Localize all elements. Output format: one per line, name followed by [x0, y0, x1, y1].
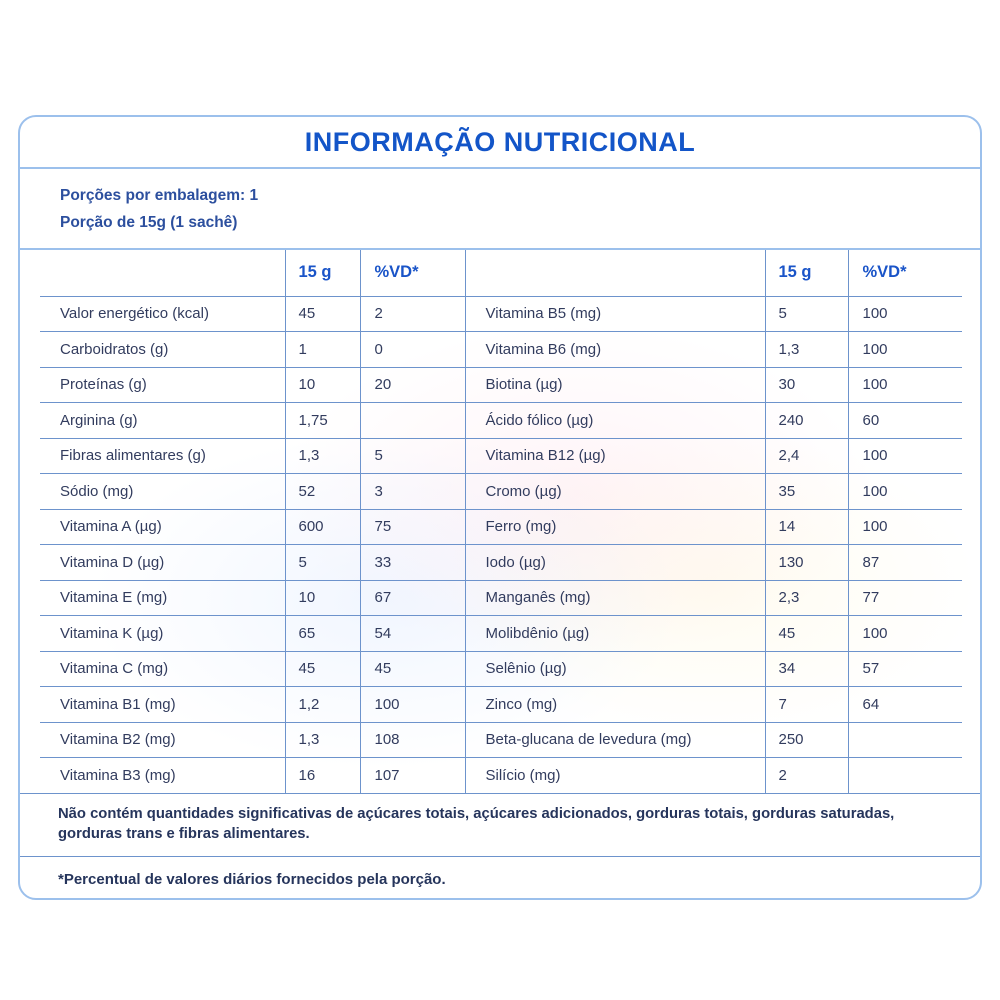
table-row: [40, 545, 962, 581]
serving-size: Porção de 15g (1 sachê): [60, 214, 238, 231]
nutrient-name: Vitamina B3 (mg): [40, 758, 285, 794]
nutrient-dv: 100: [848, 474, 962, 510]
nutrient-dv: 100: [848, 438, 962, 474]
nutrient-name: Proteínas (g): [40, 367, 285, 403]
nutrient-amount: 1,3: [285, 438, 360, 474]
nutrition-table: [40, 250, 962, 793]
serving-info: [20, 169, 980, 250]
nutrient-name: Beta-glucana de levedura (mg): [465, 722, 765, 758]
nutrient-dv: 100: [848, 509, 962, 545]
nutrient-amount: 1,75: [285, 403, 360, 439]
table-row: [40, 367, 962, 403]
nutrient-amount: 2,3: [765, 580, 848, 616]
nutrient-name: Iodo (µg): [465, 545, 765, 581]
nutrient-dv: 107: [360, 758, 465, 794]
nutrient-dv: [848, 722, 962, 758]
nutrient-amount: 600: [285, 509, 360, 545]
footnote-section: [20, 794, 980, 857]
nutrient-name: Arginina (g): [40, 403, 285, 439]
nutrient-amount: 7: [765, 687, 848, 723]
table-row: [40, 474, 962, 510]
nutrient-dv: 87: [848, 545, 962, 581]
nutrient-name: Molibdênio (µg): [465, 616, 765, 652]
nutrient-name: Cromo (µg): [465, 474, 765, 510]
table-row: [40, 758, 962, 794]
table-row: [40, 438, 962, 474]
table-row: [40, 332, 962, 368]
label-title: INFORMAÇÃO NUTRICIONAL: [20, 117, 980, 169]
nutrient-dv: 64: [848, 687, 962, 723]
nutrient-dv: 0: [360, 332, 465, 368]
nutrient-dv: [848, 758, 962, 794]
nutrient-amount: 130: [765, 545, 848, 581]
nutrient-amount: 30: [765, 367, 848, 403]
col-header-dv-left: %VD*: [360, 250, 465, 296]
table-row: [40, 296, 962, 332]
nutrient-dv: 67: [360, 580, 465, 616]
nutrient-name: Fibras alimentares (g): [40, 438, 285, 474]
servings-per-package: Porções por embalagem: 1: [60, 187, 259, 204]
table-row: [40, 580, 962, 616]
nutrient-dv: 77: [848, 580, 962, 616]
table-row: [40, 651, 962, 687]
table-row: [40, 509, 962, 545]
nutrient-name: Ácido fólico (µg): [465, 403, 765, 439]
nutrition-label: [18, 115, 982, 900]
nutrient-dv: [360, 403, 465, 439]
nutrient-name: Vitamina E (mg): [40, 580, 285, 616]
nutrient-amount: 45: [285, 296, 360, 332]
nutrient-name: Vitamina B5 (mg): [465, 296, 765, 332]
nutrient-dv: 100: [360, 687, 465, 723]
table-row: [40, 403, 962, 439]
nutrient-dv: 108: [360, 722, 465, 758]
nutrient-amount: 14: [765, 509, 848, 545]
nutrient-name: Vitamina D (µg): [40, 545, 285, 581]
nutrient-dv: 100: [848, 332, 962, 368]
nutrient-amount: 2,4: [765, 438, 848, 474]
nutrient-dv: 60: [848, 403, 962, 439]
nutrient-amount: 45: [765, 616, 848, 652]
nutrient-name: Vitamina C (mg): [40, 651, 285, 687]
nutrient-dv: 54: [360, 616, 465, 652]
table-row: [40, 722, 962, 758]
nutrient-dv: 3: [360, 474, 465, 510]
nutrient-amount: 1,3: [285, 722, 360, 758]
col-header-nutrient-left: [40, 250, 285, 296]
nutrient-name: Selênio (µg): [465, 651, 765, 687]
daily-value-note: *Percentual de valores diários fornecidos pela porção.: [58, 871, 446, 888]
nutrient-amount: 5: [765, 296, 848, 332]
nutrient-amount: 52: [285, 474, 360, 510]
nutrient-amount: 1: [285, 332, 360, 368]
nutrient-name: Carboidratos (g): [40, 332, 285, 368]
nutrient-name: Silício (mg): [465, 758, 765, 794]
nutrient-amount: 5: [285, 545, 360, 581]
nutrient-amount: 35: [765, 474, 848, 510]
nutrient-amount: 1,2: [285, 687, 360, 723]
nutrient-dv: 33: [360, 545, 465, 581]
table-header-row: [40, 250, 962, 296]
nutrient-amount: 1,3: [765, 332, 848, 368]
nutrient-name: Vitamina B12 (µg): [465, 438, 765, 474]
nutrient-name: Manganês (mg): [465, 580, 765, 616]
nutrient-dv: 100: [848, 616, 962, 652]
col-header-amount-right: 15 g: [765, 250, 848, 296]
daily-value-note-section: [20, 857, 980, 900]
table-row: [40, 687, 962, 723]
nutrient-amount: 16: [285, 758, 360, 794]
nutrient-name: Biotina (µg): [465, 367, 765, 403]
nutrient-name: Valor energético (kcal): [40, 296, 285, 332]
nutrient-name: Vitamina B1 (mg): [40, 687, 285, 723]
nutrient-dv: 57: [848, 651, 962, 687]
nutrient-dv: 100: [848, 296, 962, 332]
nutrient-name: Vitamina B2 (mg): [40, 722, 285, 758]
nutrient-amount: 10: [285, 367, 360, 403]
col-header-amount-left: 15 g: [285, 250, 360, 296]
nutrition-table-section: [20, 250, 980, 794]
col-header-nutrient-right: [465, 250, 765, 296]
nutrient-dv: 75: [360, 509, 465, 545]
nutrient-dv: 2: [360, 296, 465, 332]
nutrient-amount: 65: [285, 616, 360, 652]
nutrient-amount: 2: [765, 758, 848, 794]
nutrient-name: Zinco (mg): [465, 687, 765, 723]
nutrient-amount: 250: [765, 722, 848, 758]
nutrient-amount: 34: [765, 651, 848, 687]
nutrient-dv: 100: [848, 367, 962, 403]
nutrient-dv: 45: [360, 651, 465, 687]
nutrient-name: Vitamina B6 (mg): [465, 332, 765, 368]
nutrient-amount: 10: [285, 580, 360, 616]
nutrient-amount: 240: [765, 403, 848, 439]
nutrient-amount: 45: [285, 651, 360, 687]
nutrient-dv: 20: [360, 367, 465, 403]
table-row: [40, 616, 962, 652]
nutrient-name: Vitamina K (µg): [40, 616, 285, 652]
nutrient-name: Ferro (mg): [465, 509, 765, 545]
nutrient-name: Vitamina A (µg): [40, 509, 285, 545]
col-header-dv-right: %VD*: [848, 250, 962, 296]
nutrient-dv: 5: [360, 438, 465, 474]
no-significant-amounts-note: Não contém quantidades significativas de açúcares totais, açúcares adicionados, gorduras totais, gorduras saturadas, gorduras trans e fibras alimentares.: [58, 806, 895, 842]
nutrient-name: Sódio (mg): [40, 474, 285, 510]
